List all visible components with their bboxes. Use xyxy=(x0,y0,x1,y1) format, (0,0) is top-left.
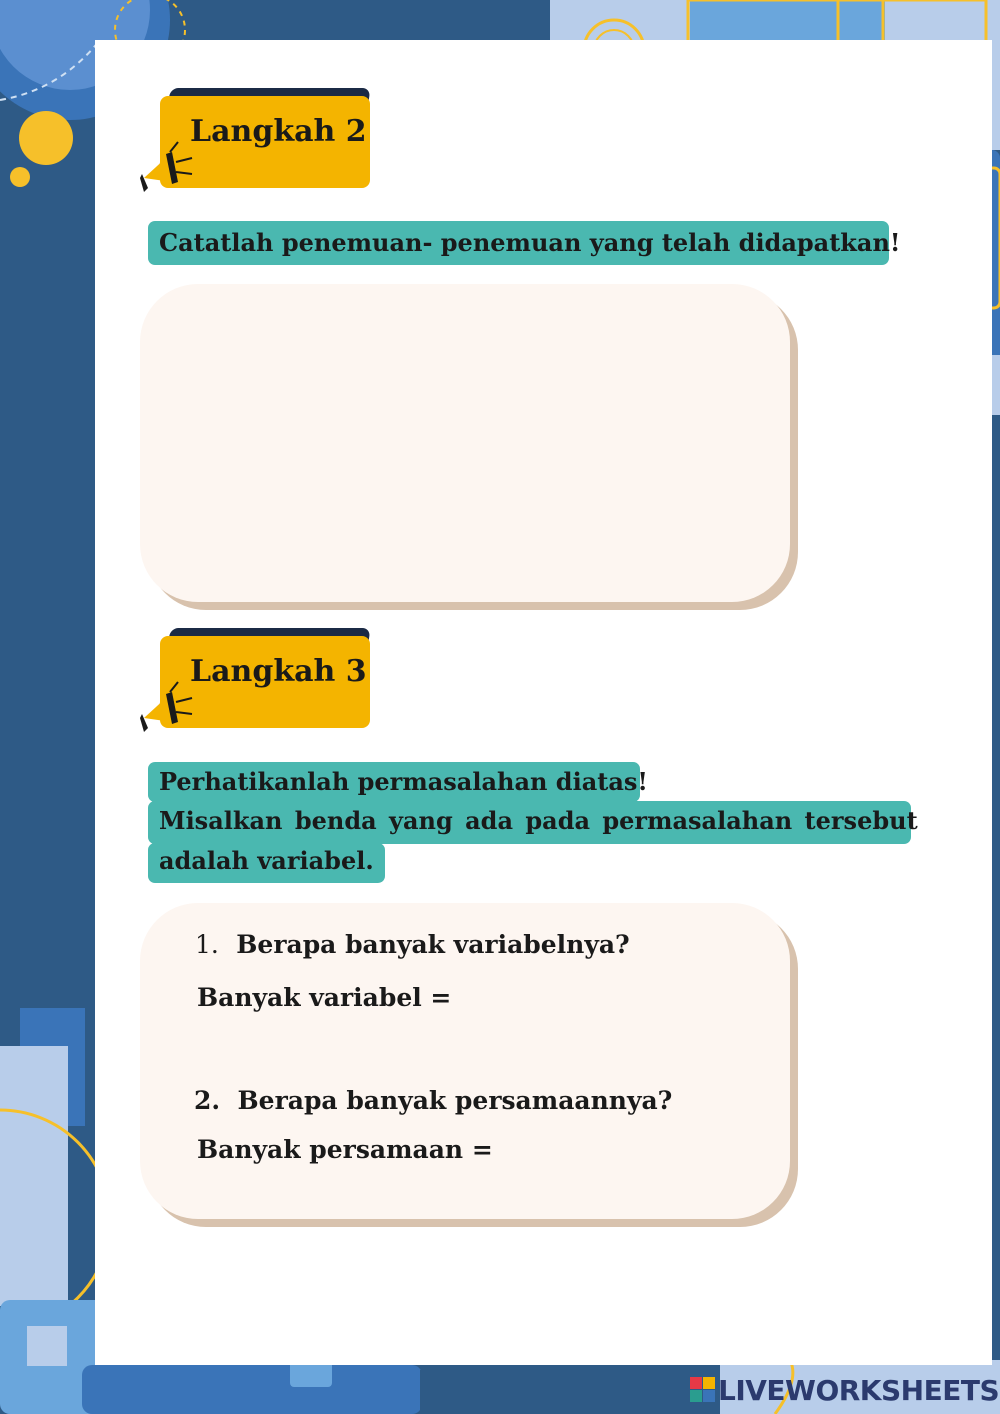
question-number: 1. xyxy=(195,930,219,959)
question-text: Berapa banyak variabelnya? xyxy=(236,930,630,959)
step-tag-3 xyxy=(140,628,385,728)
instruction-line: Perhatikanlah permasalahan diatas! xyxy=(159,767,648,796)
question-number: 2. xyxy=(194,1086,221,1115)
step-label: Langkah 2 xyxy=(190,114,367,149)
answer-label-equations: Banyak persamaan = xyxy=(197,1135,493,1164)
instruction-banner-1 xyxy=(148,221,901,265)
liveworksheets-logo-icon xyxy=(690,1377,716,1403)
answer-label-variables: Banyak variabel = xyxy=(197,983,452,1012)
megaphone-icon xyxy=(140,678,210,738)
instruction-text: Catatlah penemuan- penemuan yang telah didapatkan! xyxy=(159,228,901,257)
answer-input-variables[interactable] xyxy=(445,983,745,1019)
answer-input-equations[interactable] xyxy=(480,1135,760,1171)
question-2 xyxy=(194,1086,672,1115)
instruction-line: Misalkan benda yang ada pada permasalahan tersebut xyxy=(159,806,918,835)
liveworksheets-watermark: LIVEWORKSHEETS xyxy=(690,1373,999,1407)
step-tag-2 xyxy=(140,88,385,188)
question-text: Berapa banyak persamaannya? xyxy=(237,1086,673,1115)
question-1 xyxy=(195,930,630,959)
answer-box-findings[interactable] xyxy=(140,284,790,602)
megaphone-icon xyxy=(140,138,210,198)
step-label: Langkah 3 xyxy=(190,654,367,689)
instruction-line: adalah variabel. xyxy=(159,846,374,875)
